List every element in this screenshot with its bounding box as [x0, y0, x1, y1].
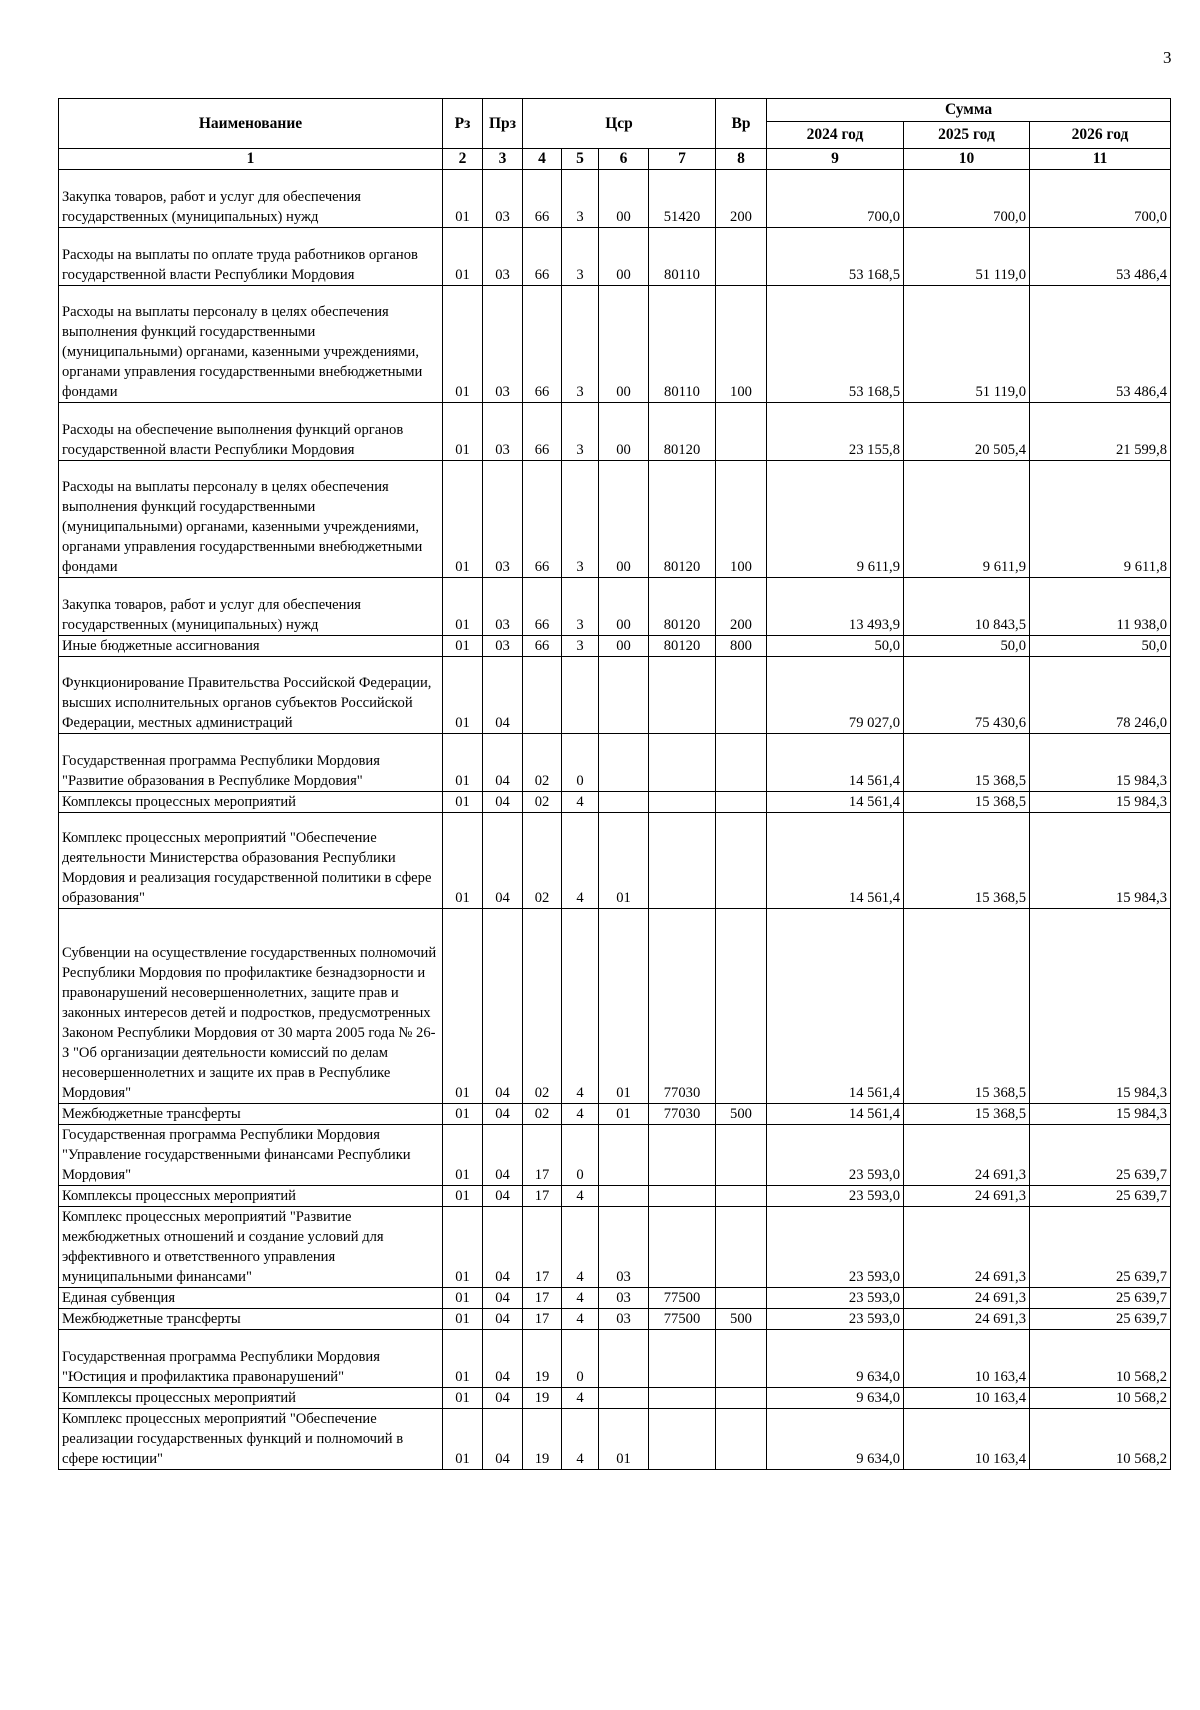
row-csr-program: 19 — [523, 1330, 562, 1388]
row-rz: 01 — [443, 1409, 483, 1470]
row-csr-program: 19 — [523, 1409, 562, 1470]
row-csr-complex: 01 — [599, 813, 649, 909]
table-row — [59, 1409, 1171, 1470]
row-vr — [716, 1330, 767, 1388]
row-name: Комплексы процессных мероприятий — [59, 1186, 443, 1207]
row-sum-2025: 24 691,3 — [904, 1125, 1030, 1186]
row-sum-2025: 10 163,4 — [904, 1409, 1030, 1470]
row-sum-2026: 10 568,2 — [1030, 1388, 1171, 1409]
row-name: Закупка товаров, работ и услуг для обеспечения государственных (муниципальных) нужд — [59, 170, 443, 228]
row-sum-2024: 9 634,0 — [767, 1409, 904, 1470]
row-sum-2026: 53 486,4 — [1030, 286, 1171, 403]
row-csr-program: 17 — [523, 1207, 562, 1288]
row-rz: 01 — [443, 1186, 483, 1207]
row-vr — [716, 909, 767, 1104]
column-number-row — [59, 149, 1171, 170]
row-csr-type: 3 — [562, 461, 599, 578]
row-csr-program — [523, 657, 562, 734]
row-sum-2025: 9 611,9 — [904, 461, 1030, 578]
row-sum-2024: 14 561,4 — [767, 909, 904, 1104]
table-row — [59, 228, 1171, 286]
row-sum-2025: 50,0 — [904, 636, 1030, 657]
row-csr-direction — [649, 813, 716, 909]
row-csr-type: 3 — [562, 578, 599, 636]
row-sum-2026: 15 984,3 — [1030, 792, 1171, 813]
row-vr: 200 — [716, 170, 767, 228]
row-name: Межбюджетные трансферты — [59, 1104, 443, 1125]
row-name: Расходы на выплаты по оплате труда работников органов государственной власти Республики Мордовия — [59, 228, 443, 286]
row-csr-type: 3 — [562, 228, 599, 286]
table-row — [59, 734, 1171, 792]
header-name: Наименование — [59, 99, 443, 149]
row-csr-direction — [649, 1330, 716, 1388]
row-csr-type: 4 — [562, 1309, 599, 1330]
row-sum-2025: 15 368,5 — [904, 813, 1030, 909]
table-row — [59, 1207, 1171, 1288]
row-rz: 01 — [443, 286, 483, 403]
col-number: 10 — [904, 149, 1030, 170]
row-rz: 01 — [443, 792, 483, 813]
row-prz: 04 — [483, 1330, 523, 1388]
row-csr-program: 66 — [523, 403, 562, 461]
row-csr-complex: 00 — [599, 578, 649, 636]
row-csr-program: 02 — [523, 813, 562, 909]
row-name: Государственная программа Республики Мордовия "Управление государственными финансами Республики Мордовия" — [59, 1125, 443, 1186]
row-csr-direction: 80110 — [649, 228, 716, 286]
row-sum-2025: 51 119,0 — [904, 286, 1030, 403]
row-csr-type — [562, 657, 599, 734]
row-csr-type: 0 — [562, 734, 599, 792]
row-sum-2024: 14 561,4 — [767, 813, 904, 909]
row-csr-complex — [599, 1388, 649, 1409]
row-csr-program: 19 — [523, 1388, 562, 1409]
row-rz: 01 — [443, 403, 483, 461]
row-sum-2025: 10 163,4 — [904, 1330, 1030, 1388]
row-sum-2024: 23 593,0 — [767, 1207, 904, 1288]
row-csr-type: 4 — [562, 1288, 599, 1309]
row-sum-2025: 24 691,3 — [904, 1309, 1030, 1330]
row-csr-complex: 00 — [599, 286, 649, 403]
table-row — [59, 403, 1171, 461]
row-sum-2026: 15 984,3 — [1030, 1104, 1171, 1125]
row-name: Государственная программа Республики Мордовия "Юстиция и профилактика правонарушений" — [59, 1330, 443, 1388]
table-row — [59, 909, 1171, 1104]
row-vr — [716, 813, 767, 909]
row-sum-2024: 14 561,4 — [767, 792, 904, 813]
row-csr-complex: 00 — [599, 636, 649, 657]
row-csr-complex: 00 — [599, 403, 649, 461]
row-vr — [716, 1125, 767, 1186]
row-sum-2024: 13 493,9 — [767, 578, 904, 636]
table-row — [59, 1309, 1171, 1330]
row-vr — [716, 1288, 767, 1309]
row-csr-complex — [599, 734, 649, 792]
row-sum-2026: 15 984,3 — [1030, 909, 1171, 1104]
row-rz: 01 — [443, 1288, 483, 1309]
row-csr-direction — [649, 734, 716, 792]
row-sum-2026: 53 486,4 — [1030, 228, 1171, 286]
row-name: Комплексы процессных мероприятий — [59, 792, 443, 813]
row-sum-2025: 15 368,5 — [904, 1104, 1030, 1125]
row-sum-2026: 15 984,3 — [1030, 734, 1171, 792]
row-sum-2024: 53 168,5 — [767, 286, 904, 403]
row-sum-2026: 78 246,0 — [1030, 657, 1171, 734]
row-sum-2026: 25 639,7 — [1030, 1309, 1171, 1330]
row-prz: 04 — [483, 734, 523, 792]
row-sum-2024: 9 634,0 — [767, 1388, 904, 1409]
row-prz: 04 — [483, 1288, 523, 1309]
row-sum-2024: 50,0 — [767, 636, 904, 657]
row-csr-type: 4 — [562, 1388, 599, 1409]
row-sum-2026: 9 611,8 — [1030, 461, 1171, 578]
col-number: 6 — [599, 149, 649, 170]
table-row — [59, 1388, 1171, 1409]
row-csr-direction: 80110 — [649, 286, 716, 403]
table-row — [59, 578, 1171, 636]
row-sum-2024: 79 027,0 — [767, 657, 904, 734]
row-csr-type: 4 — [562, 792, 599, 813]
row-sum-2024: 23 593,0 — [767, 1186, 904, 1207]
row-csr-direction: 80120 — [649, 636, 716, 657]
row-csr-direction: 51420 — [649, 170, 716, 228]
row-csr-direction — [649, 1186, 716, 1207]
table-row — [59, 1125, 1171, 1186]
row-sum-2026: 25 639,7 — [1030, 1288, 1171, 1309]
row-vr — [716, 792, 767, 813]
row-csr-program: 17 — [523, 1309, 562, 1330]
col-number: 5 — [562, 149, 599, 170]
row-sum-2025: 24 691,3 — [904, 1207, 1030, 1288]
table-row — [59, 792, 1171, 813]
row-name: Государственная программа Республики Мордовия "Развитие образования в Республике Мордовия" — [59, 734, 443, 792]
col-number: 1 — [59, 149, 443, 170]
row-rz: 01 — [443, 636, 483, 657]
row-csr-program: 02 — [523, 792, 562, 813]
row-csr-complex: 01 — [599, 909, 649, 1104]
row-csr-direction: 80120 — [649, 403, 716, 461]
row-prz: 04 — [483, 1207, 523, 1288]
row-csr-type: 3 — [562, 286, 599, 403]
col-number: 2 — [443, 149, 483, 170]
row-csr-complex: 03 — [599, 1207, 649, 1288]
row-sum-2025: 10 163,4 — [904, 1388, 1030, 1409]
row-csr-type: 4 — [562, 1186, 599, 1207]
row-sum-2026: 25 639,7 — [1030, 1186, 1171, 1207]
row-csr-program: 02 — [523, 1104, 562, 1125]
row-prz: 04 — [483, 813, 523, 909]
row-csr-complex: 01 — [599, 1104, 649, 1125]
row-csr-direction — [649, 1125, 716, 1186]
row-csr-program: 66 — [523, 228, 562, 286]
row-name: Субвенции на осуществление государственных полномочий Республики Мордовия по профилактике безнадзорности и правонарушений несовершеннолетних, защите прав и законных интересов детей и подростков, предусмотренных Законом Республики Мордовия от 30 марта 2005 года № 26-З "Об организации деятельности комиссий по делам несовершеннолетних и защите их прав в Республике Мордовия" — [59, 909, 443, 1104]
row-vr: 100 — [716, 461, 767, 578]
row-vr — [716, 403, 767, 461]
page-number: 3 — [1163, 48, 1172, 67]
row-csr-direction: 77030 — [649, 1104, 716, 1125]
row-sum-2025: 20 505,4 — [904, 403, 1030, 461]
col-number: 7 — [649, 149, 716, 170]
row-csr-program: 17 — [523, 1186, 562, 1207]
row-name: Закупка товаров, работ и услуг для обеспечения государственных (муниципальных) нужд — [59, 578, 443, 636]
row-sum-2026: 11 938,0 — [1030, 578, 1171, 636]
row-csr-complex: 03 — [599, 1288, 649, 1309]
row-vr — [716, 1186, 767, 1207]
row-csr-type: 4 — [562, 1409, 599, 1470]
row-csr-complex: 01 — [599, 1409, 649, 1470]
row-csr-direction: 77500 — [649, 1288, 716, 1309]
row-prz: 04 — [483, 657, 523, 734]
row-csr-complex: 03 — [599, 1309, 649, 1330]
table-row — [59, 657, 1171, 734]
row-sum-2024: 700,0 — [767, 170, 904, 228]
row-sum-2024: 23 593,0 — [767, 1309, 904, 1330]
row-rz: 01 — [443, 813, 483, 909]
row-prz: 04 — [483, 1125, 523, 1186]
row-csr-program: 66 — [523, 286, 562, 403]
row-csr-program: 02 — [523, 734, 562, 792]
row-sum-2024: 9 611,9 — [767, 461, 904, 578]
row-rz: 01 — [443, 657, 483, 734]
row-name: Комплексы процессных мероприятий — [59, 1388, 443, 1409]
row-csr-program: 66 — [523, 578, 562, 636]
col-number: 8 — [716, 149, 767, 170]
row-rz: 01 — [443, 228, 483, 286]
table-row — [59, 461, 1171, 578]
row-sum-2026: 50,0 — [1030, 636, 1171, 657]
row-sum-2024: 53 168,5 — [767, 228, 904, 286]
row-vr: 100 — [716, 286, 767, 403]
row-prz: 03 — [483, 286, 523, 403]
row-name: Функционирование Правительства Российской Федерации, высших исполнительных органов субъектов Российской Федерации, местных администраций — [59, 657, 443, 734]
row-rz: 01 — [443, 1330, 483, 1388]
row-prz: 04 — [483, 1409, 523, 1470]
row-name: Расходы на обеспечение выполнения функций органов государственной власти Республики Мордовия — [59, 403, 443, 461]
row-csr-program: 17 — [523, 1125, 562, 1186]
row-rz: 01 — [443, 1309, 483, 1330]
row-vr — [716, 228, 767, 286]
row-rz: 01 — [443, 1388, 483, 1409]
row-csr-direction: 77030 — [649, 909, 716, 1104]
row-csr-type: 0 — [562, 1330, 599, 1388]
row-prz: 04 — [483, 1309, 523, 1330]
header-rz: Рз — [443, 99, 483, 149]
col-number: 11 — [1030, 149, 1171, 170]
row-rz: 01 — [443, 461, 483, 578]
row-csr-direction — [649, 1409, 716, 1470]
row-name: Иные бюджетные ассигнования — [59, 636, 443, 657]
row-sum-2026: 25 639,7 — [1030, 1125, 1171, 1186]
row-csr-direction — [649, 657, 716, 734]
row-prz: 03 — [483, 578, 523, 636]
row-prz: 04 — [483, 909, 523, 1104]
row-sum-2025: 75 430,6 — [904, 657, 1030, 734]
row-csr-direction: 80120 — [649, 578, 716, 636]
row-prz: 03 — [483, 403, 523, 461]
row-vr — [716, 657, 767, 734]
row-name: Комплекс процессных мероприятий "Обеспечение деятельности Министерства образования Республики Мордовия и реализация государственной политики в сфере образования" — [59, 813, 443, 909]
row-csr-type: 3 — [562, 403, 599, 461]
row-sum-2026: 10 568,2 — [1030, 1409, 1171, 1470]
row-vr — [716, 1207, 767, 1288]
row-csr-direction — [649, 1207, 716, 1288]
header-prz: Прз — [483, 99, 523, 149]
row-sum-2025: 10 843,5 — [904, 578, 1030, 636]
header-year-2024: 2024 год — [767, 122, 904, 149]
row-csr-program: 02 — [523, 909, 562, 1104]
row-sum-2026: 25 639,7 — [1030, 1207, 1171, 1288]
row-sum-2025: 24 691,3 — [904, 1288, 1030, 1309]
row-csr-complex — [599, 792, 649, 813]
table-row — [59, 636, 1171, 657]
row-csr-complex: 00 — [599, 170, 649, 228]
row-sum-2026: 10 568,2 — [1030, 1330, 1171, 1388]
row-vr — [716, 1388, 767, 1409]
header-sum: Сумма — [767, 99, 1171, 122]
row-prz: 04 — [483, 1104, 523, 1125]
row-sum-2024: 23 593,0 — [767, 1125, 904, 1186]
row-name: Единая субвенция — [59, 1288, 443, 1309]
row-sum-2025: 15 368,5 — [904, 734, 1030, 792]
row-sum-2026: 700,0 — [1030, 170, 1171, 228]
col-number: 9 — [767, 149, 904, 170]
row-vr — [716, 1409, 767, 1470]
row-csr-type: 4 — [562, 1104, 599, 1125]
row-rz: 01 — [443, 909, 483, 1104]
row-prz: 04 — [483, 792, 523, 813]
header-csr: Цср — [523, 99, 716, 149]
header-vr: Вр — [716, 99, 767, 149]
table-row — [59, 286, 1171, 403]
row-vr: 500 — [716, 1104, 767, 1125]
row-sum-2024: 23 593,0 — [767, 1288, 904, 1309]
row-vr — [716, 734, 767, 792]
row-sum-2026: 15 984,3 — [1030, 813, 1171, 909]
row-prz: 04 — [483, 1388, 523, 1409]
table-row — [59, 170, 1171, 228]
row-sum-2024: 23 155,8 — [767, 403, 904, 461]
col-number: 3 — [483, 149, 523, 170]
row-rz: 01 — [443, 578, 483, 636]
row-sum-2025: 700,0 — [904, 170, 1030, 228]
row-csr-program: 17 — [523, 1288, 562, 1309]
row-vr: 800 — [716, 636, 767, 657]
row-sum-2025: 15 368,5 — [904, 909, 1030, 1104]
row-name: Комплекс процессных мероприятий "Развитие межбюджетных отношений и создание условий для эффективного и ответственного управления муниципальными финансами" — [59, 1207, 443, 1288]
row-csr-type: 3 — [562, 170, 599, 228]
row-csr-complex: 00 — [599, 461, 649, 578]
row-sum-2025: 51 119,0 — [904, 228, 1030, 286]
row-rz: 01 — [443, 734, 483, 792]
row-csr-program: 66 — [523, 170, 562, 228]
row-csr-direction: 80120 — [649, 461, 716, 578]
row-csr-complex — [599, 1330, 649, 1388]
row-csr-complex: 00 — [599, 228, 649, 286]
row-prz: 03 — [483, 170, 523, 228]
table-row — [59, 1330, 1171, 1388]
header-year-2025: 2025 год — [904, 122, 1030, 149]
row-vr: 200 — [716, 578, 767, 636]
table-row — [59, 813, 1171, 909]
row-sum-2024: 9 634,0 — [767, 1330, 904, 1388]
row-csr-program: 66 — [523, 636, 562, 657]
row-csr-type: 0 — [562, 1125, 599, 1186]
row-csr-complex — [599, 1125, 649, 1186]
col-number: 4 — [523, 149, 562, 170]
table-row — [59, 1288, 1171, 1309]
row-csr-complex — [599, 1186, 649, 1207]
row-rz: 01 — [443, 1125, 483, 1186]
row-csr-complex — [599, 657, 649, 734]
row-name: Комплекс процессных мероприятий "Обеспечение реализации государственных функций и полномочий в сфере юстиции" — [59, 1409, 443, 1470]
row-prz: 04 — [483, 1186, 523, 1207]
row-sum-2024: 14 561,4 — [767, 1104, 904, 1125]
row-csr-type: 3 — [562, 636, 599, 657]
row-sum-2025: 24 691,3 — [904, 1186, 1030, 1207]
row-prz: 03 — [483, 461, 523, 578]
row-rz: 01 — [443, 1104, 483, 1125]
table-row — [59, 1186, 1171, 1207]
row-csr-direction — [649, 1388, 716, 1409]
row-sum-2024: 14 561,4 — [767, 734, 904, 792]
row-csr-direction: 77500 — [649, 1309, 716, 1330]
row-csr-direction — [649, 792, 716, 813]
table-row — [59, 1104, 1171, 1125]
row-csr-type: 4 — [562, 813, 599, 909]
row-sum-2026: 21 599,8 — [1030, 403, 1171, 461]
row-csr-type: 4 — [562, 909, 599, 1104]
row-prz: 03 — [483, 636, 523, 657]
row-vr: 500 — [716, 1309, 767, 1330]
row-name: Межбюджетные трансферты — [59, 1309, 443, 1330]
row-name: Расходы на выплаты персоналу в целях обеспечения выполнения функций государственными (муниципальными) органами, казенными учреждениями, органами управления государственными внебюджетными фондами — [59, 461, 443, 578]
row-name: Расходы на выплаты персоналу в целях обеспечения выполнения функций государственными (муниципальными) органами, казенными учреждениями, органами управления государственными внебюджетными фондами — [59, 286, 443, 403]
row-rz: 01 — [443, 170, 483, 228]
row-csr-type: 4 — [562, 1207, 599, 1288]
row-csr-program: 66 — [523, 461, 562, 578]
budget-table — [58, 98, 1171, 1470]
row-sum-2025: 15 368,5 — [904, 792, 1030, 813]
header-year-2026: 2026 год — [1030, 122, 1171, 149]
row-rz: 01 — [443, 1207, 483, 1288]
row-prz: 03 — [483, 228, 523, 286]
